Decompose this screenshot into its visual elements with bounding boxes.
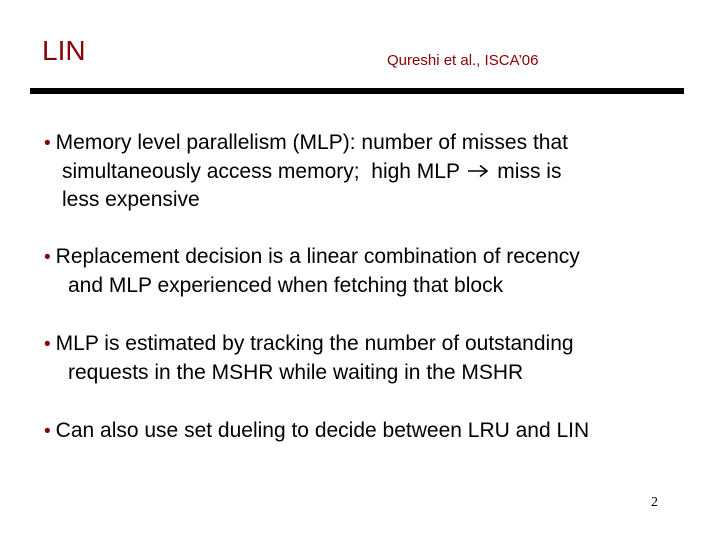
bullet-marker: •: [44, 334, 51, 355]
bullet-marker: •: [44, 421, 51, 442]
bullet-line: [44, 129, 684, 158]
bullet-text: Memory level parallelism (MLP): number of misses that: [55, 131, 568, 154]
bullet-text: Can also use set dueling to decide between LRU and LIN: [55, 419, 590, 442]
bullet-marker: •: [44, 133, 51, 154]
bullet-line: [44, 330, 684, 359]
bullet-line: [44, 243, 684, 272]
bullet-text: requests in the MSHR while waiting in the MSHR: [68, 361, 524, 384]
bullet-text: miss is: [491, 160, 562, 183]
bullet-text: and MLP experienced when fetching that block: [68, 274, 504, 297]
bullet-text: Replacement decision is a linear combination of recency: [55, 245, 580, 268]
slide-title: LIN: [42, 35, 86, 66]
bullet-item-replacement-decision: [44, 243, 684, 300]
bullet-line: [44, 272, 684, 300]
bullet-item-mlp-estimation: [44, 330, 684, 387]
bullet-line: [44, 186, 684, 214]
right-arrow-icon: [467, 164, 489, 178]
bullet-text: MLP is estimated by tracking the number of outstanding: [55, 332, 574, 355]
title-divider: [30, 88, 684, 94]
bullet-line: [44, 417, 684, 446]
page-number: 2: [651, 495, 658, 510]
citation: Qureshi et al., ISCA’06: [387, 52, 539, 69]
bullet-text: simultaneously access memory; high MLP: [62, 160, 466, 183]
bullet-item-mlp-definition: [44, 129, 684, 214]
bullet-item-set-dueling: [44, 417, 684, 446]
bullet-line: [44, 359, 684, 387]
bullet-line: [44, 158, 684, 186]
bullet-marker: •: [44, 247, 51, 268]
bullet-text: less expensive: [62, 188, 200, 211]
